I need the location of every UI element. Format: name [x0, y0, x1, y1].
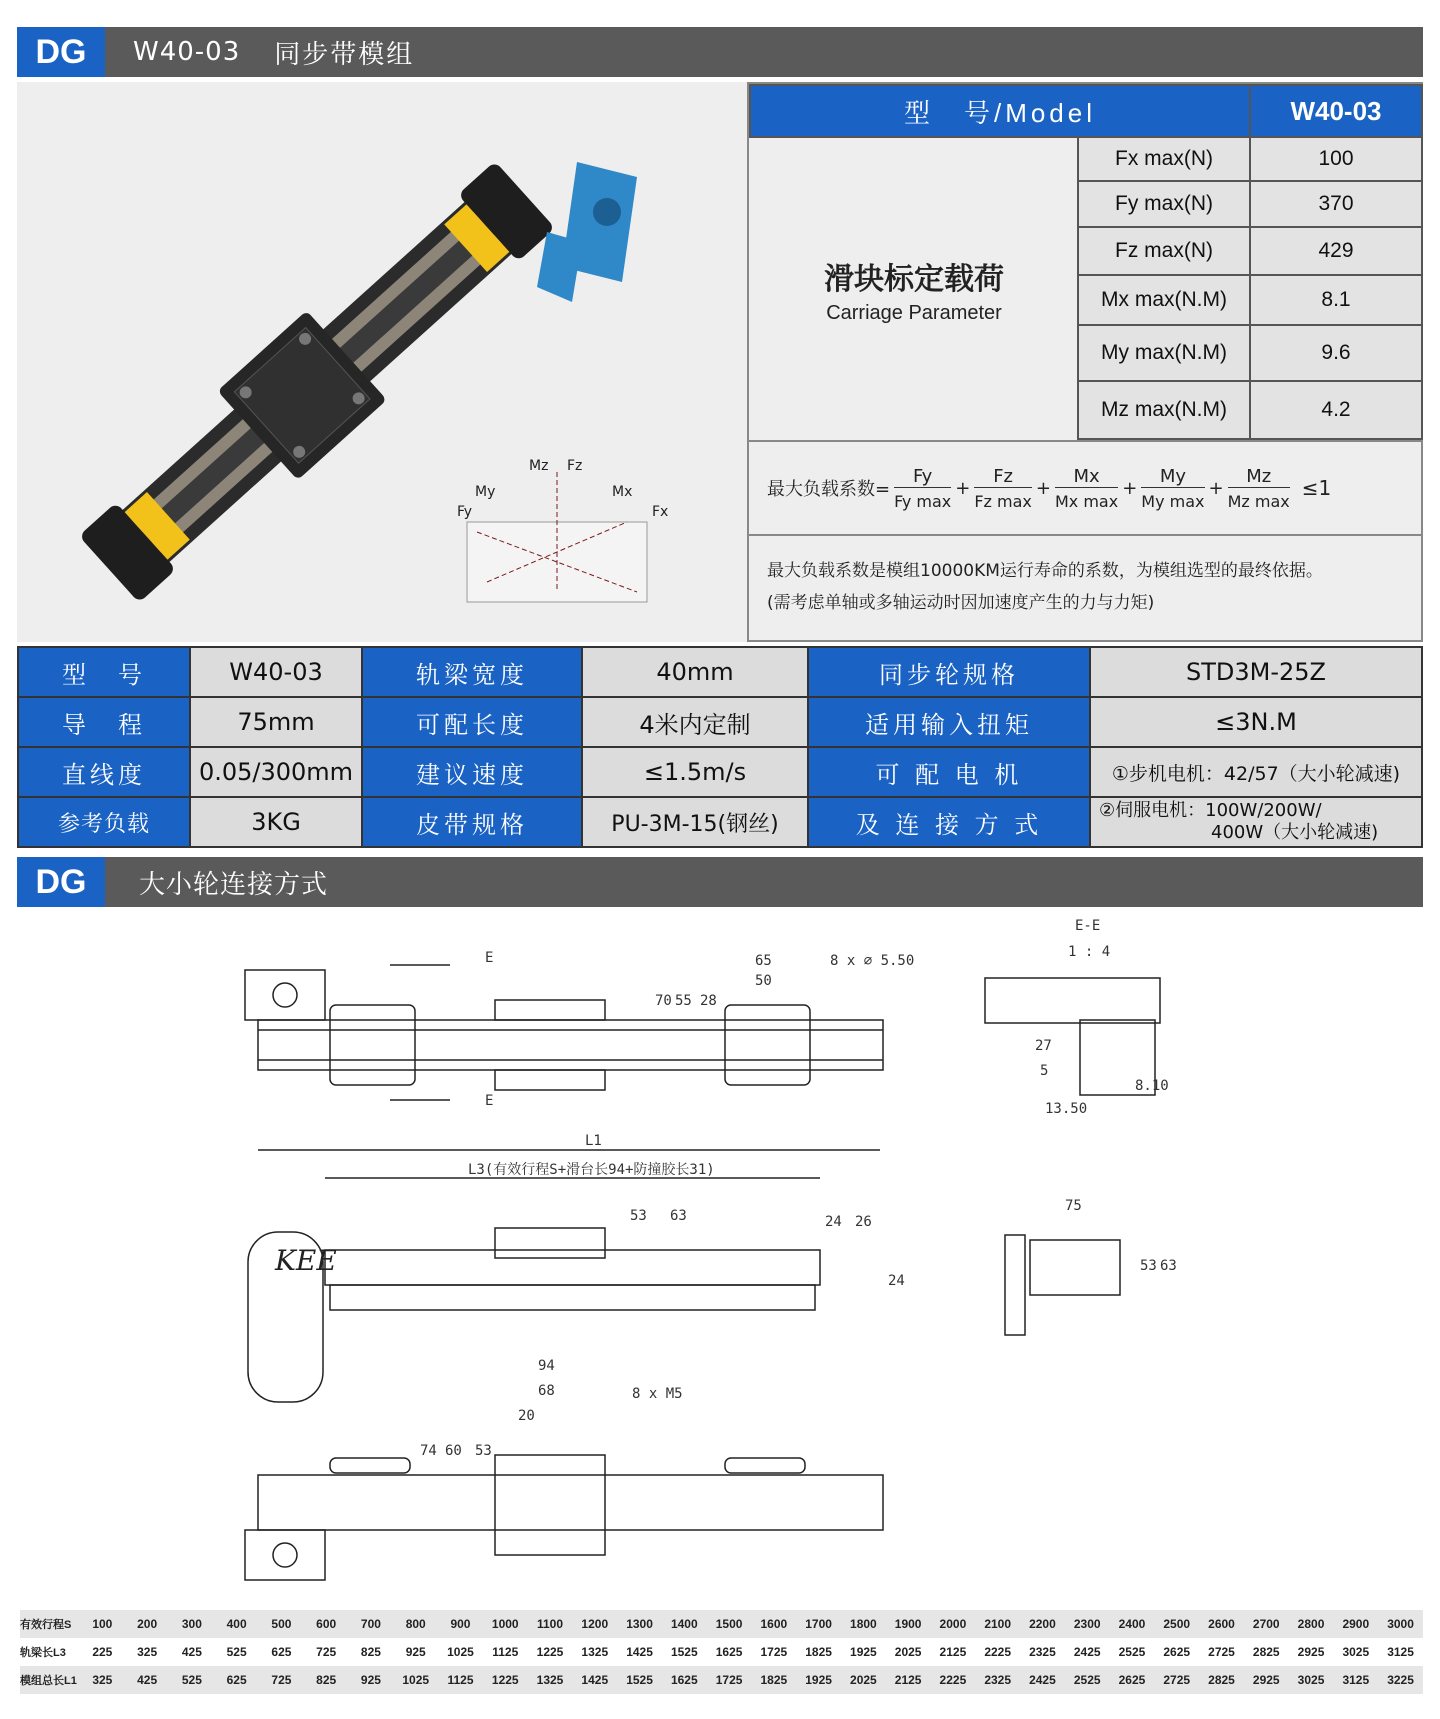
dim-63-a: 63: [670, 1208, 687, 1224]
param-label-my: My max(N.M): [1077, 324, 1251, 382]
spec-value: 0.05/300mm: [189, 746, 363, 798]
formula-term-mz: Mz Mz max: [1227, 465, 1290, 511]
model-value: W40-03: [1249, 84, 1423, 138]
note-1: 最大负载系数是模组10000KM运行寿命的系数，为模组选型的最终依据。: [767, 561, 1323, 581]
param-label-fy: Fy max(N): [1077, 180, 1251, 228]
dim-94: 94: [538, 1358, 555, 1374]
section-model: W40-03: [133, 37, 241, 67]
section-header-2: [17, 857, 1423, 907]
model-label: 型 号/Model: [749, 84, 1251, 138]
spec-value: STD3M-25Z: [1089, 646, 1423, 698]
scale-label: 1 : 4: [1068, 944, 1111, 960]
dim-63-b: 63: [1160, 1258, 1177, 1274]
dim-holes: 8 x ∅ 5.50: [830, 953, 915, 969]
dim-l3: L3(有效行程S+滑台长94+防撞胶长31): [468, 1162, 715, 1178]
side-view: [248, 1133, 1177, 1402]
formula-end: ≤1: [1301, 476, 1332, 500]
dim-50: 50: [755, 973, 772, 989]
length-row: 轨梁长L3 225 325 425 525 625 725 825 925 1025 1125 1225 1325 1425 1525 1625 1725 1825 1925 2025 2125 2225 2325 2425 2525 2625 2725 2825 2925 3025 3125: [20, 1645, 1414, 1659]
dim-75: 75: [1065, 1198, 1082, 1214]
dim-20: 20: [518, 1408, 535, 1424]
dim-1350: 13.50: [1045, 1101, 1088, 1117]
section-header-1: [17, 27, 1423, 77]
spec-label: 直线度: [17, 746, 191, 798]
length-row: 模组总长L1 325 425 525 625 725 825 925 1025 1125 1225 1325 1425 1525 1625 1725 1825 1925 2025 2125 2225 2325 2425 2525 2625 2725 2825 2925 3025 3125 3225: [20, 1666, 1423, 1694]
spec-value: W40-03: [189, 646, 363, 698]
formula-term-fy: Fy Fy max: [894, 465, 952, 511]
spec-label: 参考负载: [17, 796, 191, 848]
spec-label: 型 号: [17, 646, 191, 698]
spec-value: PU-3M-15(钢丝): [581, 796, 809, 848]
axis-my: My: [475, 484, 496, 500]
spec-value: 75mm: [189, 696, 363, 748]
spec-value: ≤3N.M: [1089, 696, 1423, 748]
formula: 最大负载系数= Fy Fy max + Fz Fz max + Mx Mx max + My My max + Mz Mz max ≤1: [749, 440, 1423, 536]
spec-label: 导 程: [17, 696, 191, 748]
spec-label: 可 配 电 机: [807, 746, 1091, 798]
product-image: [17, 82, 747, 642]
e-label-top: E: [485, 950, 494, 966]
dim-53-c: 53: [475, 1443, 492, 1459]
ee-label: E-E: [1075, 918, 1101, 934]
formula-term-my: My My max: [1141, 465, 1205, 511]
length-row: 有效行程S 100 200 300 400 500 600 700 800 900 1000 1100 1200 1300 1400 1500 1600 1700 1800 1900 2000 2100 2200 2300 2400 2500 2600 2700 2800 2900 3000: [20, 1610, 1423, 1638]
spec-label: 皮带规格: [361, 796, 583, 848]
spec-value: 4米内定制: [581, 696, 809, 748]
formula-term-mx: Mx Mx max: [1054, 465, 1119, 511]
param-label-mz: Mz max(N.M): [1077, 380, 1251, 440]
carriage-cn: 滑块标定载荷: [824, 261, 1004, 297]
dim-74: 74: [420, 1443, 437, 1459]
axis-fz: Fz: [567, 458, 583, 474]
param-label-fx: Fx max(N): [1077, 136, 1251, 182]
param-value-mx: 8.1: [1249, 274, 1423, 326]
param-value-my: 9.6: [1249, 324, 1423, 382]
dg-badge: DG: [17, 857, 105, 907]
dim-53-b: 53: [1140, 1258, 1157, 1274]
kee-logo: KEE: [275, 1244, 337, 1277]
dg-badge: DG: [17, 27, 105, 77]
section-title: 同步带模组: [274, 39, 415, 70]
dim-m5: 8 x M5: [632, 1386, 683, 1402]
spec-label: 建议速度: [361, 746, 583, 798]
axis-fx: Fx: [652, 504, 669, 520]
dim-65: 65: [755, 953, 772, 969]
param-value-fy: 370: [1249, 180, 1423, 228]
parameter-panel: [747, 82, 1423, 642]
section-ee: [985, 918, 1169, 1117]
e-label-bottom: E: [485, 1093, 494, 1109]
param-value-fz: 429: [1249, 226, 1423, 276]
dim-60: 60: [445, 1443, 462, 1459]
carriage-en: Carriage Parameter: [826, 301, 1002, 324]
dim-70: 70: [655, 993, 672, 1009]
dim-53-a: 53: [630, 1208, 647, 1224]
param-label-mx: Mx max(N.M): [1077, 274, 1251, 326]
spec-value: 3KG: [189, 796, 363, 848]
spec-label: 同步轮规格: [807, 646, 1091, 698]
dim-27: 27: [1035, 1038, 1052, 1054]
dim-5: 5: [1040, 1063, 1049, 1079]
spec-label: 轨梁宽度: [361, 646, 583, 698]
formula-term-fz: Fz Fz max: [974, 465, 1032, 511]
spec-table: [17, 646, 1423, 850]
note-2: (需考虑单轴或多轴运动时因加速度产生的力与力矩): [767, 593, 1155, 613]
spec-value: ①步机电机：42/57（大小轮减速): [1089, 746, 1423, 798]
formula-label: 最大负载系数=: [767, 479, 891, 500]
axis-mz: Mz: [529, 458, 549, 474]
param-value-mz: 4.2: [1249, 380, 1423, 440]
param-value-fx: 100: [1249, 136, 1423, 182]
dim-810: 8.10: [1135, 1078, 1169, 1094]
dim-26: 26: [855, 1214, 872, 1230]
length-table: [20, 1610, 1423, 1694]
spec-value: 40mm: [581, 646, 809, 698]
spec-value: ≤1.5m/s: [581, 746, 809, 798]
dim-68: 68: [538, 1383, 555, 1399]
dim-24-a: 24: [825, 1214, 842, 1230]
dim-l1: L1: [585, 1133, 602, 1149]
dim-28: 28: [700, 993, 717, 1009]
spec-label: 及 连 接 方 式: [807, 796, 1091, 848]
top-view: [245, 950, 914, 1109]
technical-drawing: [0, 910, 1440, 1600]
dim-24-b: 24: [888, 1273, 905, 1289]
bottom-view: [245, 1358, 883, 1580]
dim-55: 55: [675, 993, 692, 1009]
section-title-2: 大小轮连接方式: [139, 869, 329, 900]
axis-fy: Fy: [457, 504, 473, 520]
spec-label: 可配长度: [361, 696, 583, 748]
param-label-fz: Fz max(N): [1077, 226, 1251, 276]
spec-value-motor: ②伺服电机：100W/200W/ 400W（大小轮减速): [1089, 796, 1423, 848]
carriage-block: [749, 136, 1079, 442]
axis-mx: Mx: [612, 484, 633, 500]
spec-label: 适用输入扭矩: [807, 696, 1091, 748]
